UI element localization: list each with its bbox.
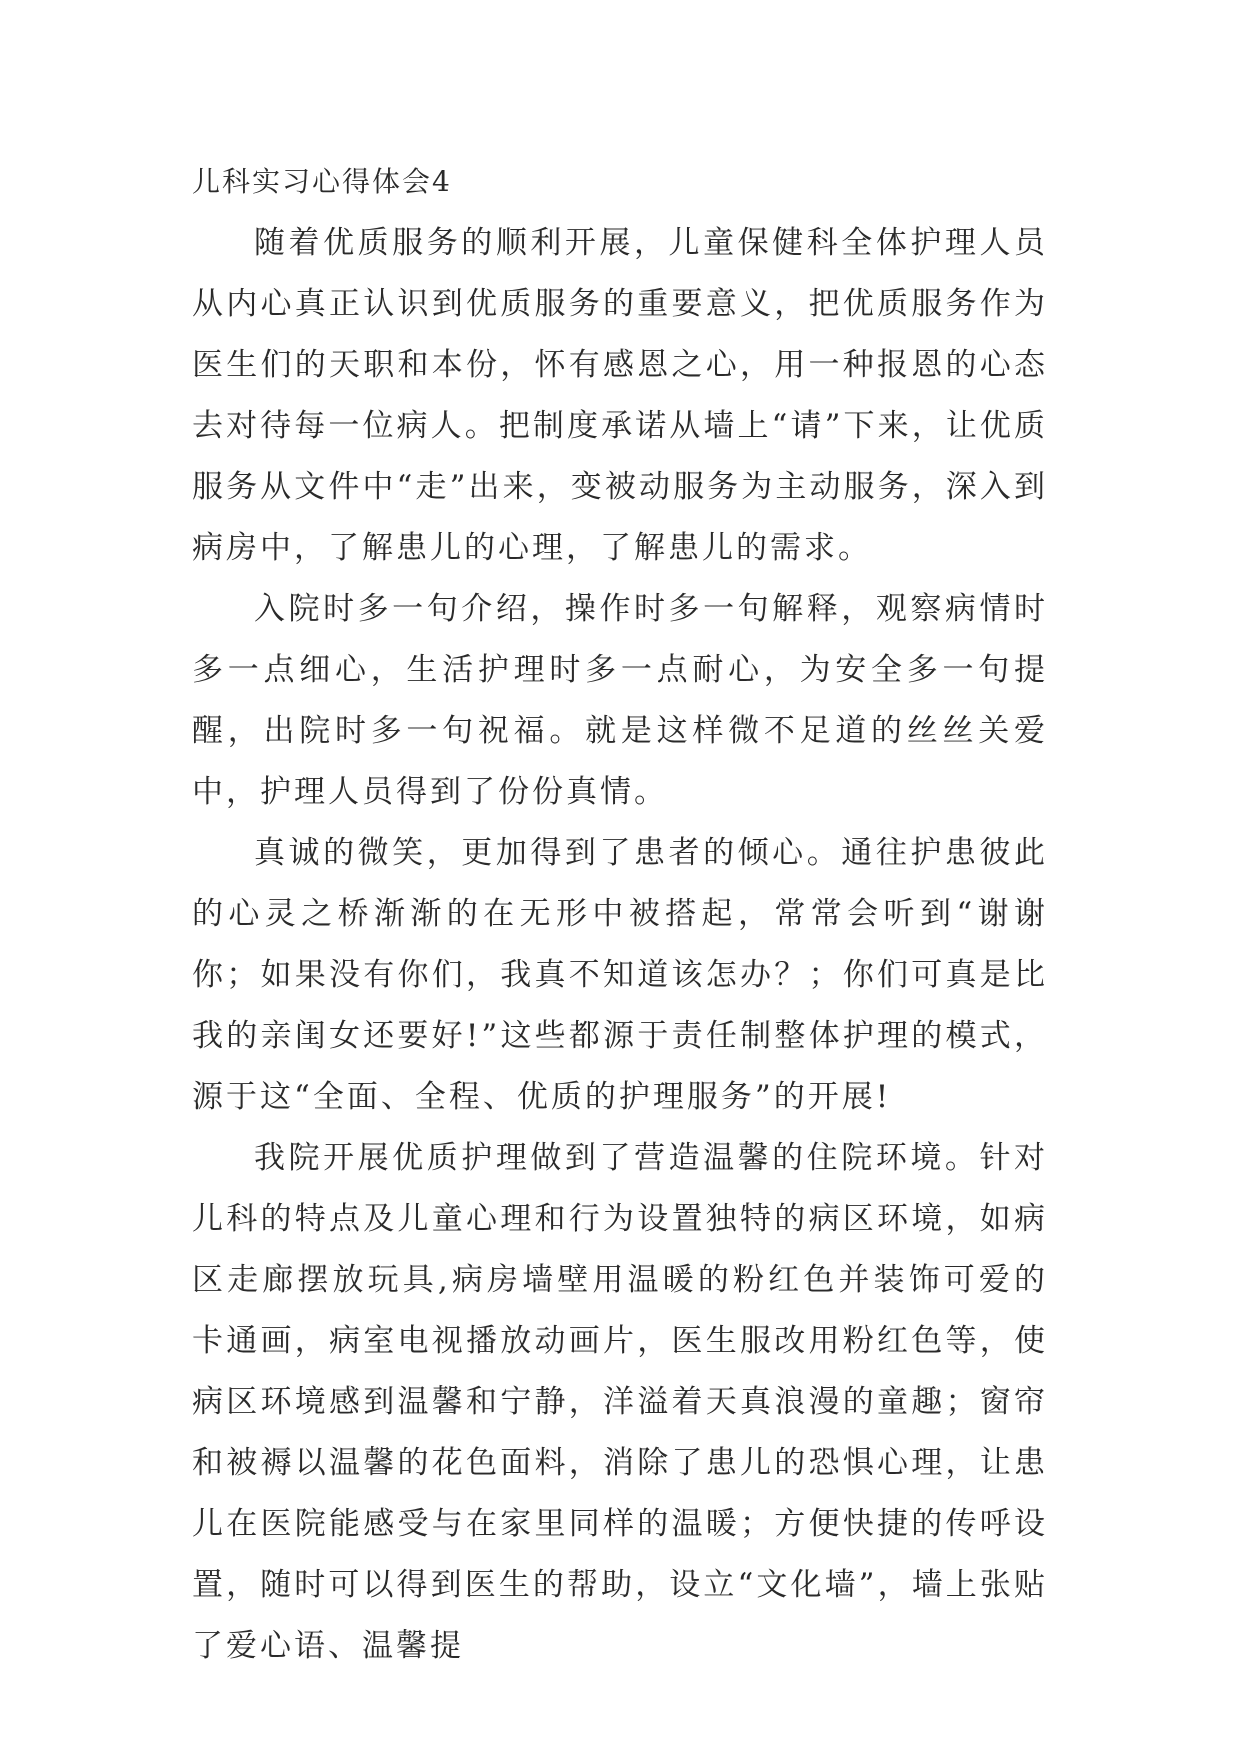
paragraph-4: 我院开展优质护理做到了营造温馨的住院环境。针对儿科的特点及儿童心理和行为设置独特的病区环境，如病区走廊摆放玩具,病房墙壁用温暖的粉红色并装饰可爱的卡通画，病室电视播放动画片，医生服改用粉红色等，使病区环境感到温馨和宁静，洋溢着天真浪漫的童趣；窗帘和被褥以温馨的花色面料，消除了患儿的恐惧心理，让患儿在医院能感受与在家里同样的温暖；方便快捷的传呼设置，随时可以得到医生的帮助，设立“文化墙”，墙上张贴了爱心语、温馨提 xyxy=(192,1140,1048,1664)
document-title: 儿科实习心得体会4 xyxy=(192,165,452,198)
paragraph-2: 入院时多一句介绍，操作时多一句解释，观察病情时多一点细心，生活护理时多一点耐心，为安全多一句提醒，出院时多一句祝福。就是这样微不足道的丝丝关爱中，护理人员得到了份份真情。 xyxy=(192,591,1048,810)
document-body xyxy=(192,165,1048,1677)
paragraph-1: 随着优质服务的顺利开展，儿童保健科全体护理人员从内心真正认识到优质服务的重要意义，把优质服务作为医生们的天职和本份，怀有感恩之心，用一种报恩的心态去对待每一位病人。把制度承诺从墙上“请”下来，让优质服务从文件中“走”出来，变被动服务为主动服务，深入到病房中，了解患儿的心理，了解患儿的需求。 xyxy=(192,225,1048,566)
paragraph-3: 真诚的微笑，更加得到了患者的倾心。通往护患彼此的心灵之桥渐渐的在无形中被搭起，常常会听到“谢谢你；如果没有你们，我真不知道该怎办？；你们可真是比我的亲闺女还要好!”这些都源于责任制整体护理的模式，源于这“全面、全程、优质的护理服务”的开展! xyxy=(192,835,1048,1115)
